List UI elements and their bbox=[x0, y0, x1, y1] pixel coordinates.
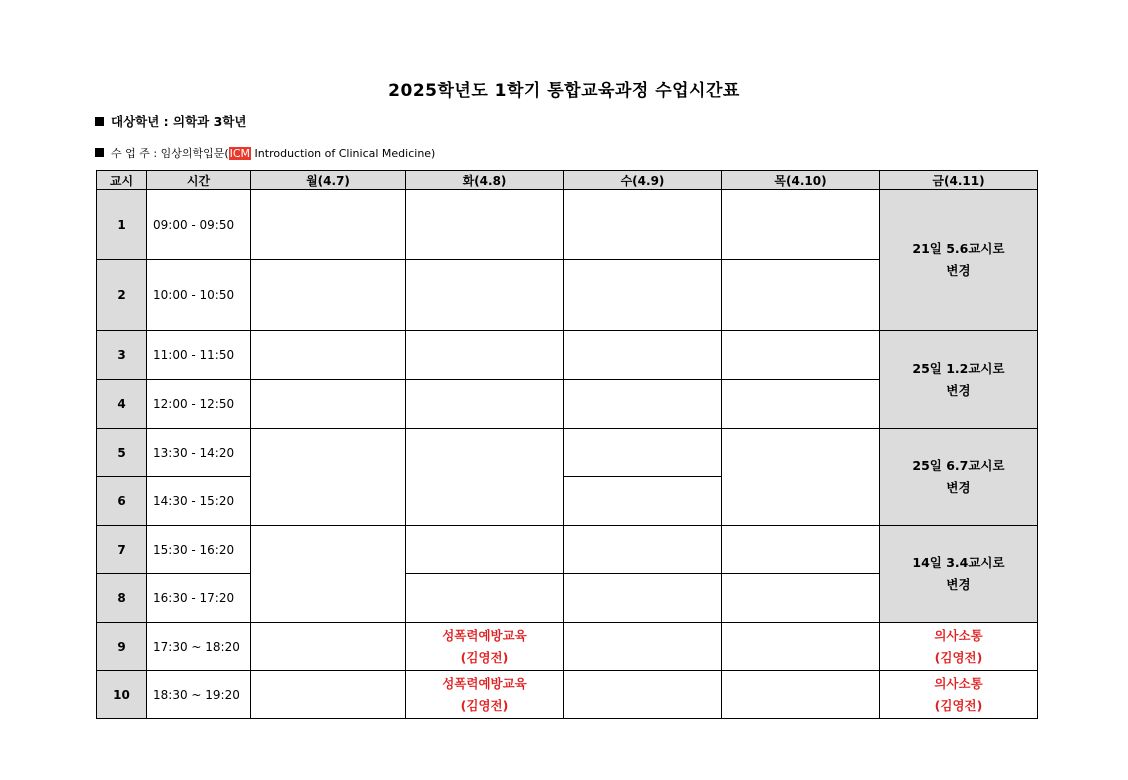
cell-thu bbox=[722, 190, 880, 260]
period-time: 18:30 ~ 19:20 bbox=[147, 671, 251, 719]
table-row bbox=[97, 429, 1038, 477]
header-wed: 수(4.9) bbox=[564, 171, 722, 190]
cell-thu bbox=[722, 260, 880, 331]
friday-note-line2: 변경 bbox=[946, 480, 971, 495]
cell-tue bbox=[406, 526, 564, 574]
cell-wed bbox=[564, 260, 722, 331]
class-instructor: (김영전) bbox=[460, 697, 509, 713]
period-time: 16:30 - 17:20 bbox=[147, 574, 251, 623]
target-label: 대상학년 : 의학과 3학년 bbox=[111, 114, 247, 129]
friday-note-cell bbox=[880, 429, 1038, 526]
class-instructor: (김영전) bbox=[460, 649, 509, 665]
class-title: 의사소통 bbox=[934, 675, 983, 691]
fri-evening-class bbox=[880, 671, 1038, 719]
friday-note-line1: 14일 3.4교시로 bbox=[912, 555, 1005, 570]
friday-note-line1: 25일 6.7교시로 bbox=[912, 458, 1005, 473]
period-number: 7 bbox=[97, 526, 147, 574]
friday-note-line2: 변경 bbox=[946, 382, 971, 398]
cell-thu bbox=[722, 429, 880, 526]
cell-tue bbox=[406, 380, 564, 429]
period-time: 09:00 - 09:50 bbox=[147, 190, 251, 260]
class-instructor: (김영전) bbox=[934, 649, 983, 665]
table-row bbox=[97, 671, 1038, 719]
target-grade bbox=[95, 112, 246, 130]
period-number: 3 bbox=[97, 331, 147, 380]
cell-mon bbox=[251, 429, 406, 526]
period-time: 12:00 - 12:50 bbox=[147, 380, 251, 429]
cell-wed bbox=[564, 429, 722, 477]
cell-wed bbox=[564, 526, 722, 574]
cell-thu bbox=[722, 380, 880, 429]
table-row bbox=[97, 526, 1038, 574]
header-fri: 금(4.11) bbox=[880, 171, 1038, 190]
friday-note-cell bbox=[880, 190, 1038, 331]
period-number: 10 bbox=[97, 671, 147, 719]
friday-note-line1: 21일 5.6교시로 bbox=[912, 241, 1005, 256]
cell-wed bbox=[564, 190, 722, 260]
cell-tue bbox=[406, 331, 564, 380]
header-time: 시간 bbox=[147, 171, 251, 190]
class-instructor: (김영전) bbox=[934, 697, 983, 713]
course-prefix: 수 업 주 : 임상의학입문( bbox=[111, 147, 229, 160]
cell-wed bbox=[564, 477, 722, 526]
period-number: 8 bbox=[97, 574, 147, 623]
tue-evening-class bbox=[406, 671, 564, 719]
cell-thu bbox=[722, 526, 880, 574]
cell-mon bbox=[251, 260, 406, 331]
period-time: 17:30 ~ 18:20 bbox=[147, 623, 251, 671]
cell-tue bbox=[406, 190, 564, 260]
course-suffix: Introduction of Clinical Medicine) bbox=[251, 147, 436, 160]
cell-wed bbox=[564, 331, 722, 380]
cell-thu bbox=[722, 623, 880, 671]
class-title: 의사소통 bbox=[934, 627, 983, 643]
class-title: 성폭력예방교육 bbox=[442, 675, 527, 691]
cell-thu bbox=[722, 331, 880, 380]
friday-note-line1: 25일 1.2교시로 bbox=[912, 360, 1005, 376]
period-time: 15:30 - 16:20 bbox=[147, 526, 251, 574]
period-time: 10:00 - 10:50 bbox=[147, 260, 251, 331]
cell-mon bbox=[251, 671, 406, 719]
table-row bbox=[97, 190, 1038, 260]
table-row bbox=[97, 331, 1038, 380]
fri-evening-class bbox=[880, 623, 1038, 671]
friday-note-cell bbox=[880, 331, 1038, 429]
cell-mon bbox=[251, 380, 406, 429]
cell-thu bbox=[722, 574, 880, 623]
friday-note-line2: 변경 bbox=[946, 263, 971, 278]
cell-mon bbox=[251, 331, 406, 380]
course-abbr-highlight: ICM bbox=[229, 147, 251, 160]
header-row bbox=[97, 171, 1038, 190]
tue-evening-class bbox=[406, 623, 564, 671]
period-number: 6 bbox=[97, 477, 147, 526]
cell-mon bbox=[251, 526, 406, 623]
cell-tue bbox=[406, 260, 564, 331]
header-mon: 월(4.7) bbox=[251, 171, 406, 190]
period-number: 9 bbox=[97, 623, 147, 671]
cell-wed bbox=[564, 380, 722, 429]
period-time: 14:30 - 15:20 bbox=[147, 477, 251, 526]
period-number: 2 bbox=[97, 260, 147, 331]
period-number: 5 bbox=[97, 429, 147, 477]
cell-wed bbox=[564, 671, 722, 719]
page-title: 2025학년도 1학기 통합교육과정 수업시간표 bbox=[388, 81, 740, 101]
header-tue: 화(4.8) bbox=[406, 171, 564, 190]
table-row bbox=[97, 623, 1038, 671]
cell-tue bbox=[406, 574, 564, 623]
cell-wed bbox=[564, 623, 722, 671]
square-bullet-icon bbox=[95, 148, 104, 157]
timetable bbox=[96, 170, 1038, 719]
friday-note-line2: 변경 bbox=[946, 577, 971, 592]
friday-note-cell bbox=[880, 526, 1038, 623]
class-title: 성폭력예방교육 bbox=[442, 627, 527, 643]
course-info bbox=[95, 145, 435, 161]
square-bullet-icon bbox=[95, 117, 104, 126]
period-time: 11:00 - 11:50 bbox=[147, 331, 251, 380]
cell-mon bbox=[251, 190, 406, 260]
period-time: 13:30 - 14:20 bbox=[147, 429, 251, 477]
cell-mon bbox=[251, 623, 406, 671]
cell-tue bbox=[406, 429, 564, 526]
cell-thu bbox=[722, 671, 880, 719]
period-number: 1 bbox=[97, 190, 147, 260]
header-period: 교시 bbox=[97, 171, 147, 190]
header-thu: 목(4.10) bbox=[722, 171, 880, 190]
period-number: 4 bbox=[97, 380, 147, 429]
cell-wed bbox=[564, 574, 722, 623]
